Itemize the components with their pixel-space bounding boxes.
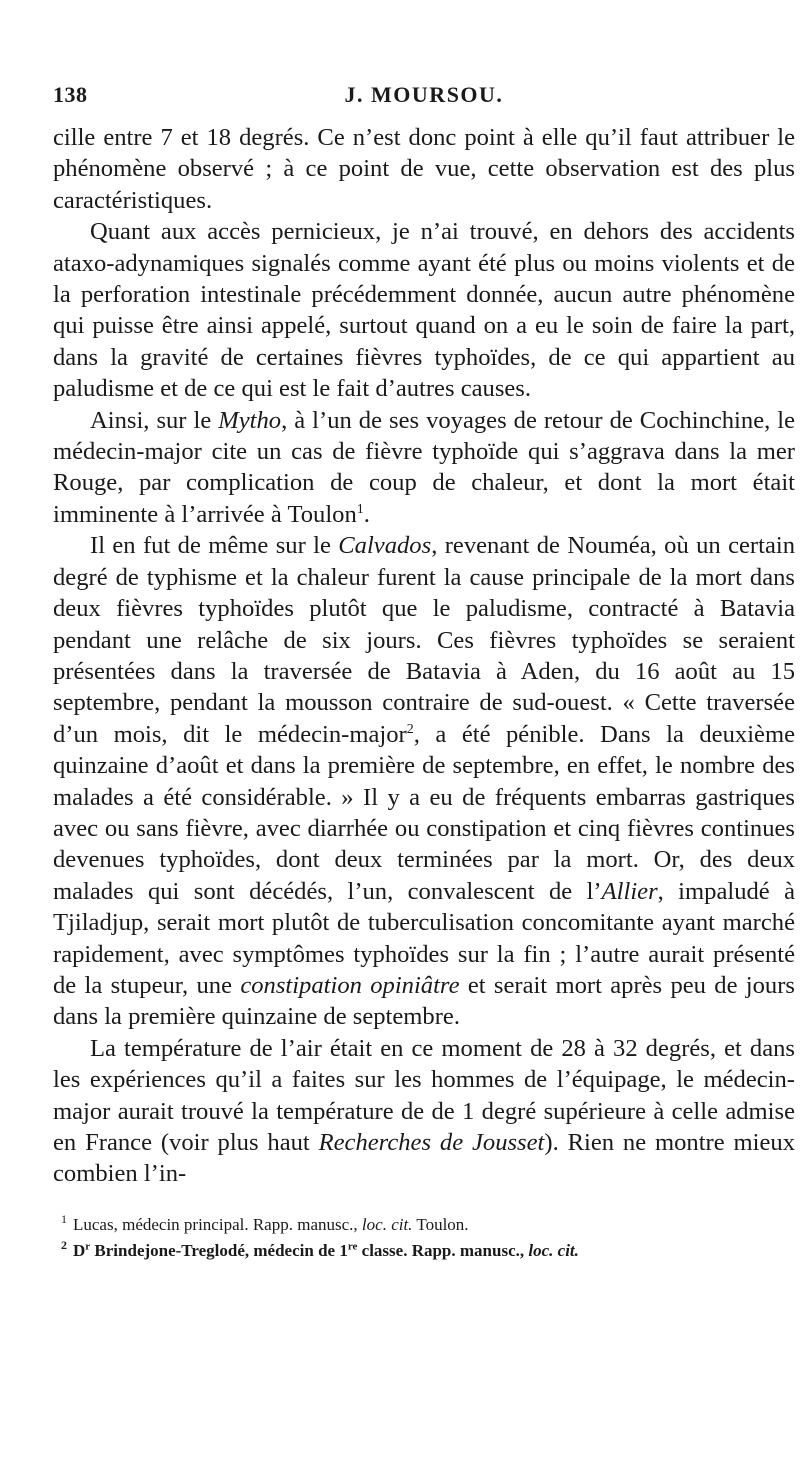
paragraph-2: Quant aux accès pernicieux, je n’ai trouvé, en dehors des accidents ataxo-adynamiques signalés comme ayant été plus ou moins violents et de la perforation intestinale précédemment donnée, aucun autre phénomène qui puisse être ainsi appelé, surtout quand on a eu le soin de faire la part, dans la gravité de certaines fièvres typhoïdes, de ce qui appartient au paludisme et de ce qui est le fait d’autres causes. [53,218,795,403]
paragraph-4: Il en fut de même sur le Calvados, revenant de Nouméa, où un certain degré de typhisme et la chaleur furent la cause principale de la mort dans deux fièvres typhoïdes plutôt que le paludisme, contracté à Batavia pendant une relâche de six jours. Ces fièvres typhoïdes se seraient présentées dans la traversée de Batavia à Aden, du 16 août au 15 septembre, pendant la mousson contraire de sud-ouest. « Cette traversée d’un mois, dit le médecin-major$^2$, a été pénible. Dans la deuxième quinzaine d’août et dans la première de septembre, en effet, le nombre des malades a été considérable. » Il y a eu de fréquents embarras gastriques avec ou sans fièvre, avec diarrhée ou constipation et cinq fièvres continues devenues typhoïdes, dont deux terminées par la mort. Or, des deux malades qui sont décédés, l’un, convalescent de l’Allier, impaludé à Tjiladjup, serait mort plutôt de tuberculisation concomitante ayant marché rapidement, avec symptômes typhoïdes sur la fin ; l’autre aurait présenté de la stupeur, une constipation opiniâtre et serait mort après peu de jours dans la première quinzaine de septembre. [53,532,795,1031]
footnote-ref-1: 1 [356,501,364,517]
footnote-1: $^1$ Lucas, médecin principal. Rapp. manusc., loc. cit. Toulon. [61,1212,469,1234]
italic-term: constipation opiniâtre [240,971,460,999]
paragraph-3: Ainsi, sur le Mytho, à l’un de ses voyages de retour de Cochinchine, le médecin-major cite un cas de fièvre typhoïde qui s’aggrava dans la mer Rouge, par complication de coup de chaleur, et dont la mort était imminente à l’arrivée à Toulon$^1$. [53,406,796,528]
paragraph-5: La température de l’air était en ce moment de 28 à 32 degrés, et dans les expériences qu’il a faites sur les hommes de l’équipage, le médecin-major aurait trouvé la température de de 1 degré supérieure à celle admise en France (voir plus haut Recherches de Jousset). Rien ne montre mieux combien l’in- [53,1034,795,1188]
ship-name-allier: Allier [601,877,658,905]
book-page [53,82,795,1264]
footnote-ref-2: 2 [406,721,414,737]
footnotes [53,1212,795,1264]
ship-name-mytho: Mytho [218,406,282,434]
footnote-2: $^2$ $D^r$ Brindejone-Treglodé, médecin de 1re classe. Rapp. manusc., loc. cit. [61,1238,579,1260]
body-text [53,122,795,1190]
paragraph-1: cille entre 7 et 18 degrés. Ce n’est donc point à elle qu’il faut attribuer le phénomène observé ; à ce point de vue, cette observation est des plus caractéristiques. [53,124,795,214]
page-header [53,82,795,122]
ship-name-calvados: Calvados [338,532,432,560]
reference-title: Recherches de Jousset [318,1129,545,1156]
running-head: J. MOURSOU. [344,82,504,107]
page-number: 138 [53,82,88,107]
